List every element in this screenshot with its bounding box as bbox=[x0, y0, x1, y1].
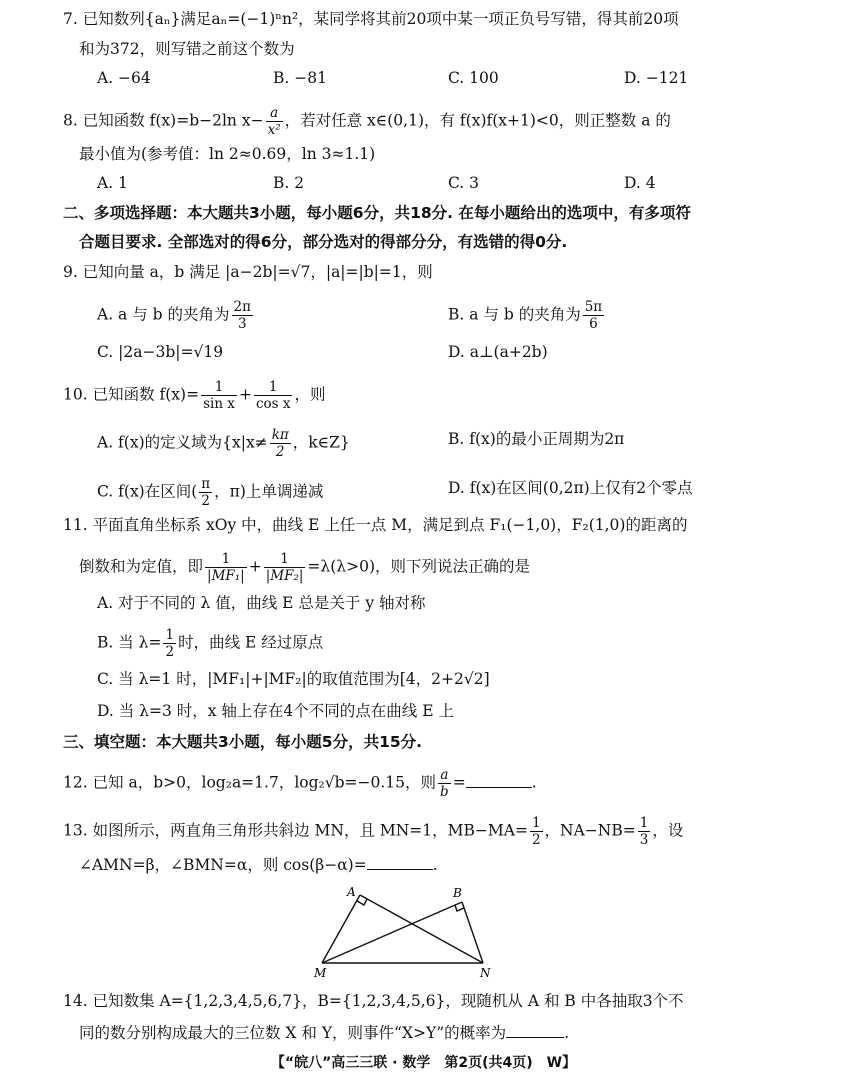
segment-mb bbox=[322, 902, 462, 963]
q13-line2: ∠AMN=β，∠BMN=α，则 cos(β−α)= . bbox=[79, 856, 438, 874]
q10-option-c: C. f(x)在区间( $\frac{\pi}{2}$ ，π)上单调递减 bbox=[97, 476, 324, 509]
q8-option-a: A. 1 bbox=[97, 174, 128, 192]
q14-line2: 同的数分别构成最大的三位数 X 和 Y，则事件“X>Y”的概率为 . bbox=[79, 1024, 570, 1042]
right-angle-mark-a bbox=[357, 899, 367, 905]
q10-option-b: B. f(x)的最小正周期为2π bbox=[448, 430, 625, 448]
q7-option-d: D. −121 bbox=[624, 69, 689, 87]
section2-heading-line2: 合题目要求. 全部选对的得6分，部分选对的得部分分，有选错的得0分. bbox=[79, 233, 568, 251]
q10-option-d: D. f(x)在区间(0,2π)上仅有2个零点 bbox=[448, 479, 693, 497]
section3-heading: 三、填空题：本大题共3小题，每小题5分，共15分. bbox=[63, 733, 423, 751]
q8-option-d: D. 4 bbox=[624, 174, 656, 192]
q11-option-d: D. 当 λ=3 时，x 轴上存在4个不同的点在曲线 E 上 bbox=[97, 702, 454, 720]
q8-option-c: C. 3 bbox=[448, 174, 480, 192]
q11-line2: 倒数和为定值，即 $\frac{1}{\text{|MF₁|}}$ + $\frac{1}{\text{|MF₂|}}$ =λ(λ>0)，则下列说法正确的是 bbox=[79, 551, 531, 584]
q7-option-c: C. 100 bbox=[448, 69, 499, 87]
q7-option-b: B. −81 bbox=[273, 69, 327, 87]
label-b: B bbox=[453, 886, 462, 900]
q9-option-d: D. a⊥(a+2b) bbox=[448, 343, 548, 361]
q13-line1: 13. 如图所示，两直角三角形共斜边 MN，且 MN=1，MB−MA= $\frac{1}{2}$ ，NA−NB= $\frac{1}{3}$ ，设 bbox=[63, 815, 684, 848]
q8-fraction: $\frac{a}{\text{x²}}$ bbox=[267, 105, 281, 138]
q14-answer-blank[interactable] bbox=[506, 1023, 564, 1038]
label-n: N bbox=[480, 966, 491, 980]
q8-line2: 最小值为(参考值：ln 2≈0.69，ln 3≈1.1) bbox=[79, 145, 376, 163]
q11-option-a: A. 对于不同的 λ 值，曲线 E 总是关于 y 轴对称 bbox=[97, 594, 426, 612]
q11-option-c: C. 当 λ=1 时，|MF₁|+|MF₂|的取值范围为[4，2+2√2] bbox=[97, 670, 490, 688]
q12-answer-blank[interactable] bbox=[466, 773, 532, 788]
segment-ma bbox=[322, 895, 360, 963]
q10-option-a: A. f(x)的定义域为{x|x≠ $\frac{k\pi}{2}$ ，k∈Z} bbox=[97, 427, 350, 460]
q8-option-b: B. 2 bbox=[273, 174, 305, 192]
q10-stem: 10. 已知函数 f(x)= $\frac{1}{\text{sin x}}$ + $\frac{1}{\text{cos x}}$ ，则 bbox=[63, 379, 326, 412]
q8-line1: 8. 已知函数 f(x)=b−2ln x− $\frac{a}{\text{x²}}$ ，若对任意 x∈(0,1)，有 f(x)f(x+1)<0，则正整数 a 的 bbox=[63, 105, 671, 138]
section2-heading-line1: 二、多项选择题：本大题共3小题，每小题6分，共18分. 在每小题给出的选项中，有多项符 bbox=[63, 204, 691, 222]
q7-line1: 7. 已知数列{aₙ}满足aₙ=(−1)ⁿn²，某同学将其前20项中某一项正负号写错，得其前20项 bbox=[63, 10, 679, 28]
page-footer: 【“皖八”高三三联 · 数学 第2页(共4页) W】 bbox=[270, 1055, 577, 1071]
q11-option-b: B. 当 λ= $\frac{1}{2}$ 时，曲线 E 经过原点 bbox=[97, 627, 324, 660]
q9-option-c: C. |2a−3b|=√19 bbox=[97, 343, 224, 361]
label-a: A bbox=[347, 885, 356, 899]
label-m: M bbox=[314, 966, 327, 980]
q9-stem: 9. 已知向量 a，b 满足 |a−2b|=√7，|a|=|b|=1，则 bbox=[63, 263, 433, 281]
q7-line2: 和为372，则写错之前这个数为 bbox=[79, 40, 295, 58]
segment-an bbox=[360, 895, 483, 963]
q13-triangle-figure bbox=[300, 880, 510, 980]
q14-line1: 14. 已知数集 A={1,2,3,4,5,6,7}，B={1,2,3,4,5,6}，现随机从 A 和 B 中各抽取3个不 bbox=[63, 992, 684, 1010]
q7-option-a: A. −64 bbox=[97, 69, 151, 87]
q9-option-a: A. a 与 b 的夹角为 $\frac{2\pi}{3}$ bbox=[97, 299, 251, 332]
q9-option-b: B. a 与 b 的夹角为 $\frac{5\pi}{6}$ bbox=[448, 299, 603, 332]
q11-line1: 11. 平面直角坐标系 xOy 中，曲线 E 上任一点 M，满足到点 F₁(−1,0)，F₂(1,0)的距离的 bbox=[63, 516, 688, 534]
q13-answer-blank[interactable] bbox=[367, 855, 433, 870]
q12-stem: 12. 已知 a，b>0，log₂a=1.7，log₂√b=−0.15，则 $\frac{a}{b}$ = . bbox=[63, 767, 537, 800]
